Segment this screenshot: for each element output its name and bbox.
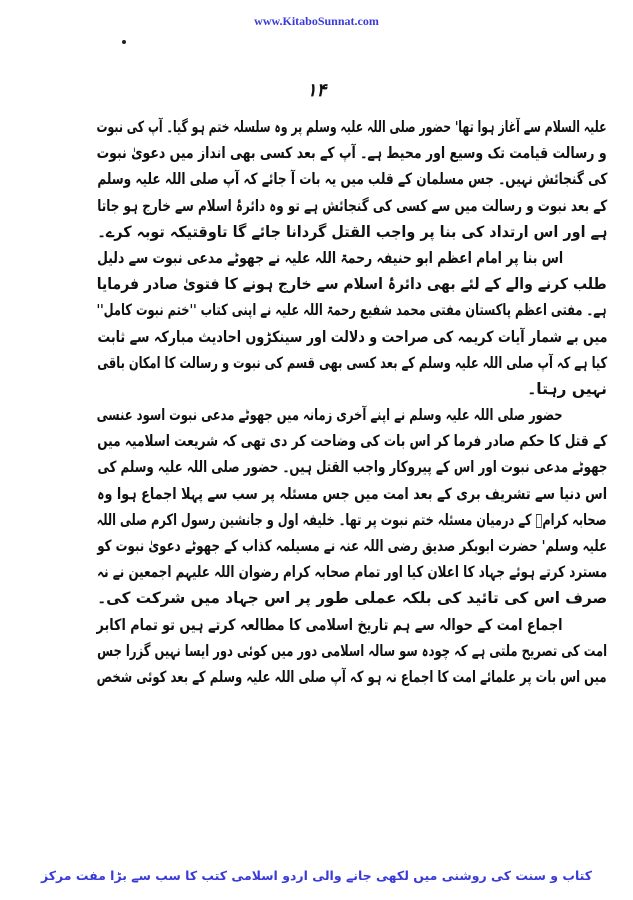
text-line	[97, 533, 607, 559]
text-line-content: میں بے شمار آیات کریمہ کی صراحت و دلالت اور سینکڑوں احادیث مبارکہ سے ثابت	[97, 327, 607, 346]
text-line-content: حضور صلی اللہ علیہ وسلم نے اپنے آخری زمانہ میں جھوٹے مدعی نبوت اسود عنسی	[97, 406, 563, 425]
text-line-content: نہیں رہتا۔	[527, 379, 607, 398]
text-line-content: کے قتل کا حکم صادر فرما کر اس بات کی وضاحت کر دی تھی کہ شریعت اسلامیہ میں	[97, 432, 607, 451]
text-line-content: صرف اس کی تائید کی بلکہ عملی طور پر اس جہاد میں شرکت کی۔	[97, 589, 607, 608]
text-line	[97, 219, 607, 245]
page-number: ۱۴	[306, 80, 327, 101]
text-line-content: و رسالت قیامت تک وسیع اور محیط ہے۔ آپ کے بعد کسی بھی انداز میں دعویٰ نبوت	[97, 144, 607, 163]
text-line	[97, 324, 607, 350]
text-line	[97, 114, 607, 140]
text-line	[97, 507, 607, 533]
text-line	[97, 166, 607, 192]
text-line-content: اس دنیا سے تشریف بری کے بعد امت میں جس مسئلہ پر سب سے پہلا اجماع ہوا وہ	[97, 484, 607, 503]
footer-tagline: کتاب و سنت کی روشنی میں لکھی جانے والی اردو اسلامی کتب کا سب سے بڑا مفت مرکز	[40, 868, 593, 883]
text-line-content: مسترد کرتے ہوئے جہاد کا اعلان کیا اور تمام صحابہ کرام رضوان اللہ علیہم اجمعین نے نہ	[97, 563, 607, 582]
text-line-content: کے بعد نبوت و رسالت میں سے کسی کی گنجائش ہے تو وہ دائرۂ اسلام سے خارج ہو جاتا	[97, 196, 607, 215]
text-line	[97, 297, 607, 323]
text-line	[97, 481, 607, 507]
text-line-content: کی گنجائش نہیں۔ جس مسلمان کے قلب میں یہ بات آ جائے کہ آپ صلی اللہ علیہ وسلم	[97, 170, 607, 189]
text-line-content: اجماع امت کے حوالہ سے ہم تاریخ اسلامی کا مطالعہ کرتے ہیں تو تمام اکابر	[97, 615, 563, 634]
scan-speck	[122, 40, 126, 44]
text-line-content: میں اس بات پر علمائے امت کا اجماع نہ ہو کہ آپ صلی اللہ علیہ وسلم کے بعد کوئی شخص	[97, 667, 607, 686]
text-line	[97, 612, 607, 638]
text-line	[97, 376, 607, 402]
text-line	[97, 454, 607, 480]
text-line	[97, 402, 607, 428]
text-line	[97, 350, 607, 376]
text-line-content: صحابہ کرامؓ کے درمیان مسئلہ ختم نبوت پر تھا۔ خلیفہ اول و جانشین رسول اکرم صلی اللہ	[97, 510, 607, 529]
text-line	[97, 559, 607, 585]
text-line	[97, 585, 607, 611]
text-line-content: امت کی تصریح ملتی ہے کہ چودہ سو سالہ اسلامی دور میں کوئی دور ایسا نہیں گزرا جس	[97, 641, 607, 660]
text-line-content: علیہ السلام سے آغاز ہوا تھا' حضور صلی اللہ علیہ وسلم پر وہ سلسلہ ختم ہو گیا۔ آپ کی نبوت	[97, 118, 607, 136]
text-line-content: ہے۔ مفتی اعظم پاکستان مفتی محمد شفیع رحمۃ اللہ علیہ نے اپنی کتاب ''ختم نبوت کامل''	[97, 301, 607, 320]
text-line	[97, 664, 607, 690]
text-line	[97, 638, 607, 664]
text-line-content: ہے اور اس ارتداد کی بنا پر واجب القتل گردانا جائے گا تاوقتیکہ توبہ کرے۔	[97, 222, 607, 241]
text-line-content: اس بنا پر امام اعظم ابو حنیفہ رحمۃ اللہ علیہ نے جھوٹے مدعی نبوت سے دلیل	[97, 248, 563, 267]
text-line-content: علیہ وسلم' حضرت ابوبکر صدیق رضی اللہ عنہ نے مسیلمہ کذاب کے جھوٹے دعویٰ نبوت کو	[97, 537, 607, 555]
text-line-content: جھوٹے مدعی نبوت اور اس کے پیروکار واجب القتل ہیں۔ حضور صلی اللہ علیہ وسلم کی	[97, 458, 607, 477]
text-line	[97, 245, 607, 271]
text-line	[97, 193, 607, 219]
text-line	[97, 428, 607, 454]
text-line	[97, 271, 607, 297]
text-line-content: کیا ہے کہ آپ صلی اللہ علیہ وسلم کے بعد کسی بھی قسم کی نبوت و رسالت کا امکان باقی	[97, 353, 607, 372]
text-line	[97, 140, 607, 166]
document-body	[97, 114, 607, 690]
text-line-content: طلب کرنے والے کے لئے بھی دائرۂ اسلام سے خارج ہونے کا فتویٰ صادر فرمایا	[97, 275, 607, 294]
site-url-header[interactable]: www.KitaboSunnat.com	[254, 14, 379, 28]
